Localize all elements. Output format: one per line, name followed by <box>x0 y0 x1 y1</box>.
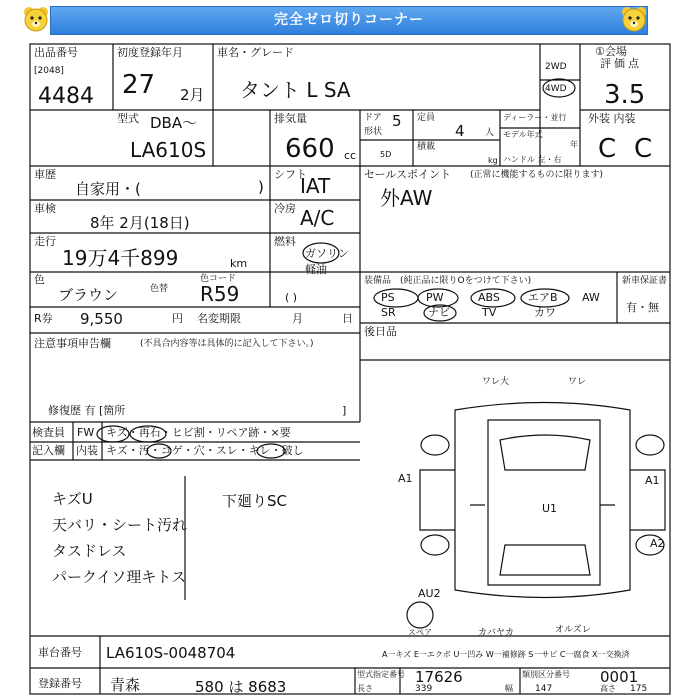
inspection-label: 車検 <box>34 202 56 215</box>
class-num-value: 0001 <box>600 668 639 686</box>
notes-hint: (不具合内容等は具体的に記入して下さい。) <box>140 339 314 349</box>
equip-tv: TV <box>482 306 497 319</box>
chassis-value: LA610S-0048704 <box>106 644 236 662</box>
inspection-value: 8年 2月(18日) <box>90 214 190 232</box>
mark-front-crack-large: ワレ大 <box>482 377 510 387</box>
int-items: キズ・汚・コゲ・穴・スレ・キレ・破し <box>106 444 304 457</box>
car-label: 車名・グレード <box>217 46 294 59</box>
equip-abs: ABS <box>478 291 500 304</box>
class-num-label: 類別区分番号 <box>522 670 570 679</box>
door-label: ドア <box>364 113 382 123</box>
mark-left-au2: AU2 <box>418 587 441 600</box>
mileage-label: 走行 <box>34 235 56 248</box>
mark-rear-misalign: オルズレ <box>555 625 591 635</box>
reg-limit-month: 月 <box>292 312 303 325</box>
first-reg-label: 初度登録年月 <box>117 46 183 59</box>
remark-1: キズU <box>52 490 93 508</box>
mark-left-a1: A1 <box>398 472 413 485</box>
mark-right-a2: A2 <box>650 537 665 550</box>
reg-limit-day: 日 <box>342 312 353 325</box>
door-value: 5 <box>392 112 402 130</box>
type-cert-label: 型式指定番号 <box>357 670 405 679</box>
grade-label: 評価点 <box>600 57 642 70</box>
shape-label: 形状 <box>364 127 383 137</box>
equip-leather: カワ <box>534 306 556 319</box>
interior-label: 内装 <box>76 444 98 457</box>
height-value: 175 <box>630 684 648 694</box>
color-code-label: 色コード <box>200 274 237 284</box>
grade-value: 3.5 <box>604 80 646 110</box>
history-close: ) <box>258 178 264 196</box>
remark-3: タスドレス <box>52 542 127 560</box>
engine-unit: cc <box>344 149 357 162</box>
history-value: 自家用・( <box>75 180 141 198</box>
mark-front-crack: ワレ <box>568 377 587 387</box>
drive-2wd: 2WD <box>545 62 567 72</box>
color-change-label: 色替 <box>150 284 169 294</box>
drive-4wd: 4WD <box>545 84 567 94</box>
recycle-label: R券 <box>34 312 53 325</box>
car-damage-diagram <box>407 403 665 629</box>
repair-close: ] <box>342 404 347 417</box>
mark-center-u1: U1 <box>542 502 558 515</box>
handle-label: ハンドル 左・右 <box>503 155 562 164</box>
equipment-label: 装備品 <box>364 276 392 286</box>
model-label: 型式 <box>117 112 139 125</box>
equip-pw: PW <box>426 291 444 304</box>
plate-region: 青森 <box>110 676 141 694</box>
new-car-value: 有・無 <box>626 301 659 314</box>
remark-right: 下廻りSC <box>222 492 287 510</box>
dealer-label: ディーラー・並行 <box>503 113 567 122</box>
new-car-label: 新車保証書 <box>622 276 668 286</box>
capacity-unit: 人 <box>485 128 495 138</box>
chassis-label: 車台番号 <box>38 646 82 659</box>
length-value: 339 <box>415 684 433 694</box>
repair-history: 修復歴 有 [箇所 <box>48 404 126 417</box>
reg-limit-label: 名変期限 <box>197 312 241 325</box>
width-label: 幅 <box>505 684 513 693</box>
remark-4: パークイソ理キトス <box>52 568 187 586</box>
mileage-unit: km <box>230 257 248 270</box>
fuel-gas: ガソリン <box>305 247 349 260</box>
lot-sub: [2048] <box>34 66 64 76</box>
height-label: 高さ <box>600 684 616 693</box>
length-label: 長さ <box>357 684 373 693</box>
color-paren: ( ) <box>285 291 298 304</box>
mileage-value: 19万4千899 <box>62 246 179 270</box>
load-label: 積載 <box>417 142 436 152</box>
venue-label: ①会場 <box>595 45 627 58</box>
capacity-value: 4 <box>455 122 465 140</box>
fuel-label: 燃料 <box>274 235 296 248</box>
engine-value: 660 <box>285 134 335 164</box>
inspector-label: 検査員 <box>32 426 65 439</box>
model-year-unit: 年 <box>570 140 578 149</box>
sales-label: セールスポイント <box>364 168 452 181</box>
ext-int-label: 外装 内装 <box>588 112 636 125</box>
capacity-label: 定員 <box>417 113 436 123</box>
type-cert-value: 17626 <box>415 668 463 686</box>
shift-value: IAT <box>300 174 331 198</box>
fw-items: キズ・再石・ヒビ割・リペア跡・×要 <box>106 426 291 439</box>
int-grade: C <box>634 134 653 164</box>
lot-label: 出品番号 <box>34 46 78 59</box>
history-label: 車歴 <box>34 168 56 181</box>
plate-label: 登録番号 <box>38 677 82 690</box>
spare-label: スペア <box>408 628 432 637</box>
sales-value: 外AW <box>380 186 433 210</box>
recycle-value: 9,550 <box>80 310 123 328</box>
equip-navi: ナビ <box>428 306 450 319</box>
equip-sr: SR <box>381 306 396 319</box>
ext-grade: C <box>598 134 617 164</box>
model-year-label: モデル年式 <box>503 130 543 139</box>
banner-title: 完全ゼロ切りコーナー <box>50 6 648 35</box>
first-reg-year: 27 <box>122 70 156 100</box>
car-name: タント L SA <box>240 78 351 102</box>
color-label: 色 <box>34 273 45 286</box>
equipment-hint: (純正品に限りOをつけて下さい) <box>400 276 532 286</box>
equip-airbag: エアB <box>528 291 558 304</box>
remark-2: 天バリ・シート汚れ <box>52 516 188 534</box>
fw-label: FW <box>77 426 95 439</box>
equip-aw: AW <box>582 291 600 304</box>
first-reg-month: 2月 <box>180 86 205 104</box>
color-value: ブラウン <box>58 286 119 304</box>
load-unit: kg <box>488 156 498 165</box>
damage-legend: A一キズ E一エクボ U一凹み W一補修跡 S一サビ C一腐食 X一交換済 <box>382 650 630 659</box>
equip-ps: PS <box>381 291 395 304</box>
ac-value: A/C <box>300 206 335 230</box>
fuel-light: 軽油 <box>305 263 327 276</box>
lot-number: 4484 <box>38 84 94 109</box>
width-value: 147 <box>535 684 553 694</box>
shape-value: 5D <box>380 150 392 159</box>
plate-number: 580 は 8683 <box>195 678 287 696</box>
mark-right-a1: A1 <box>645 474 660 487</box>
ac-label: 冷房 <box>274 202 296 215</box>
model-prefix: DBA〜 <box>150 114 198 132</box>
engine-label: 排気量 <box>274 112 307 125</box>
sales-hint: (正常に機能するものに限ります) <box>470 170 604 180</box>
model-value: LA610S <box>130 138 207 162</box>
mark-rear-cover: カバヤカ <box>478 628 515 638</box>
recycle-unit: 円 <box>172 312 183 325</box>
rear-seat-label: 後日品 <box>364 325 397 338</box>
color-code: R59 <box>200 282 240 306</box>
entry-label: 記入欄 <box>32 444 65 457</box>
shift-label: シフト <box>274 168 307 181</box>
notes-label: 注意事項申告欄 <box>34 337 111 350</box>
